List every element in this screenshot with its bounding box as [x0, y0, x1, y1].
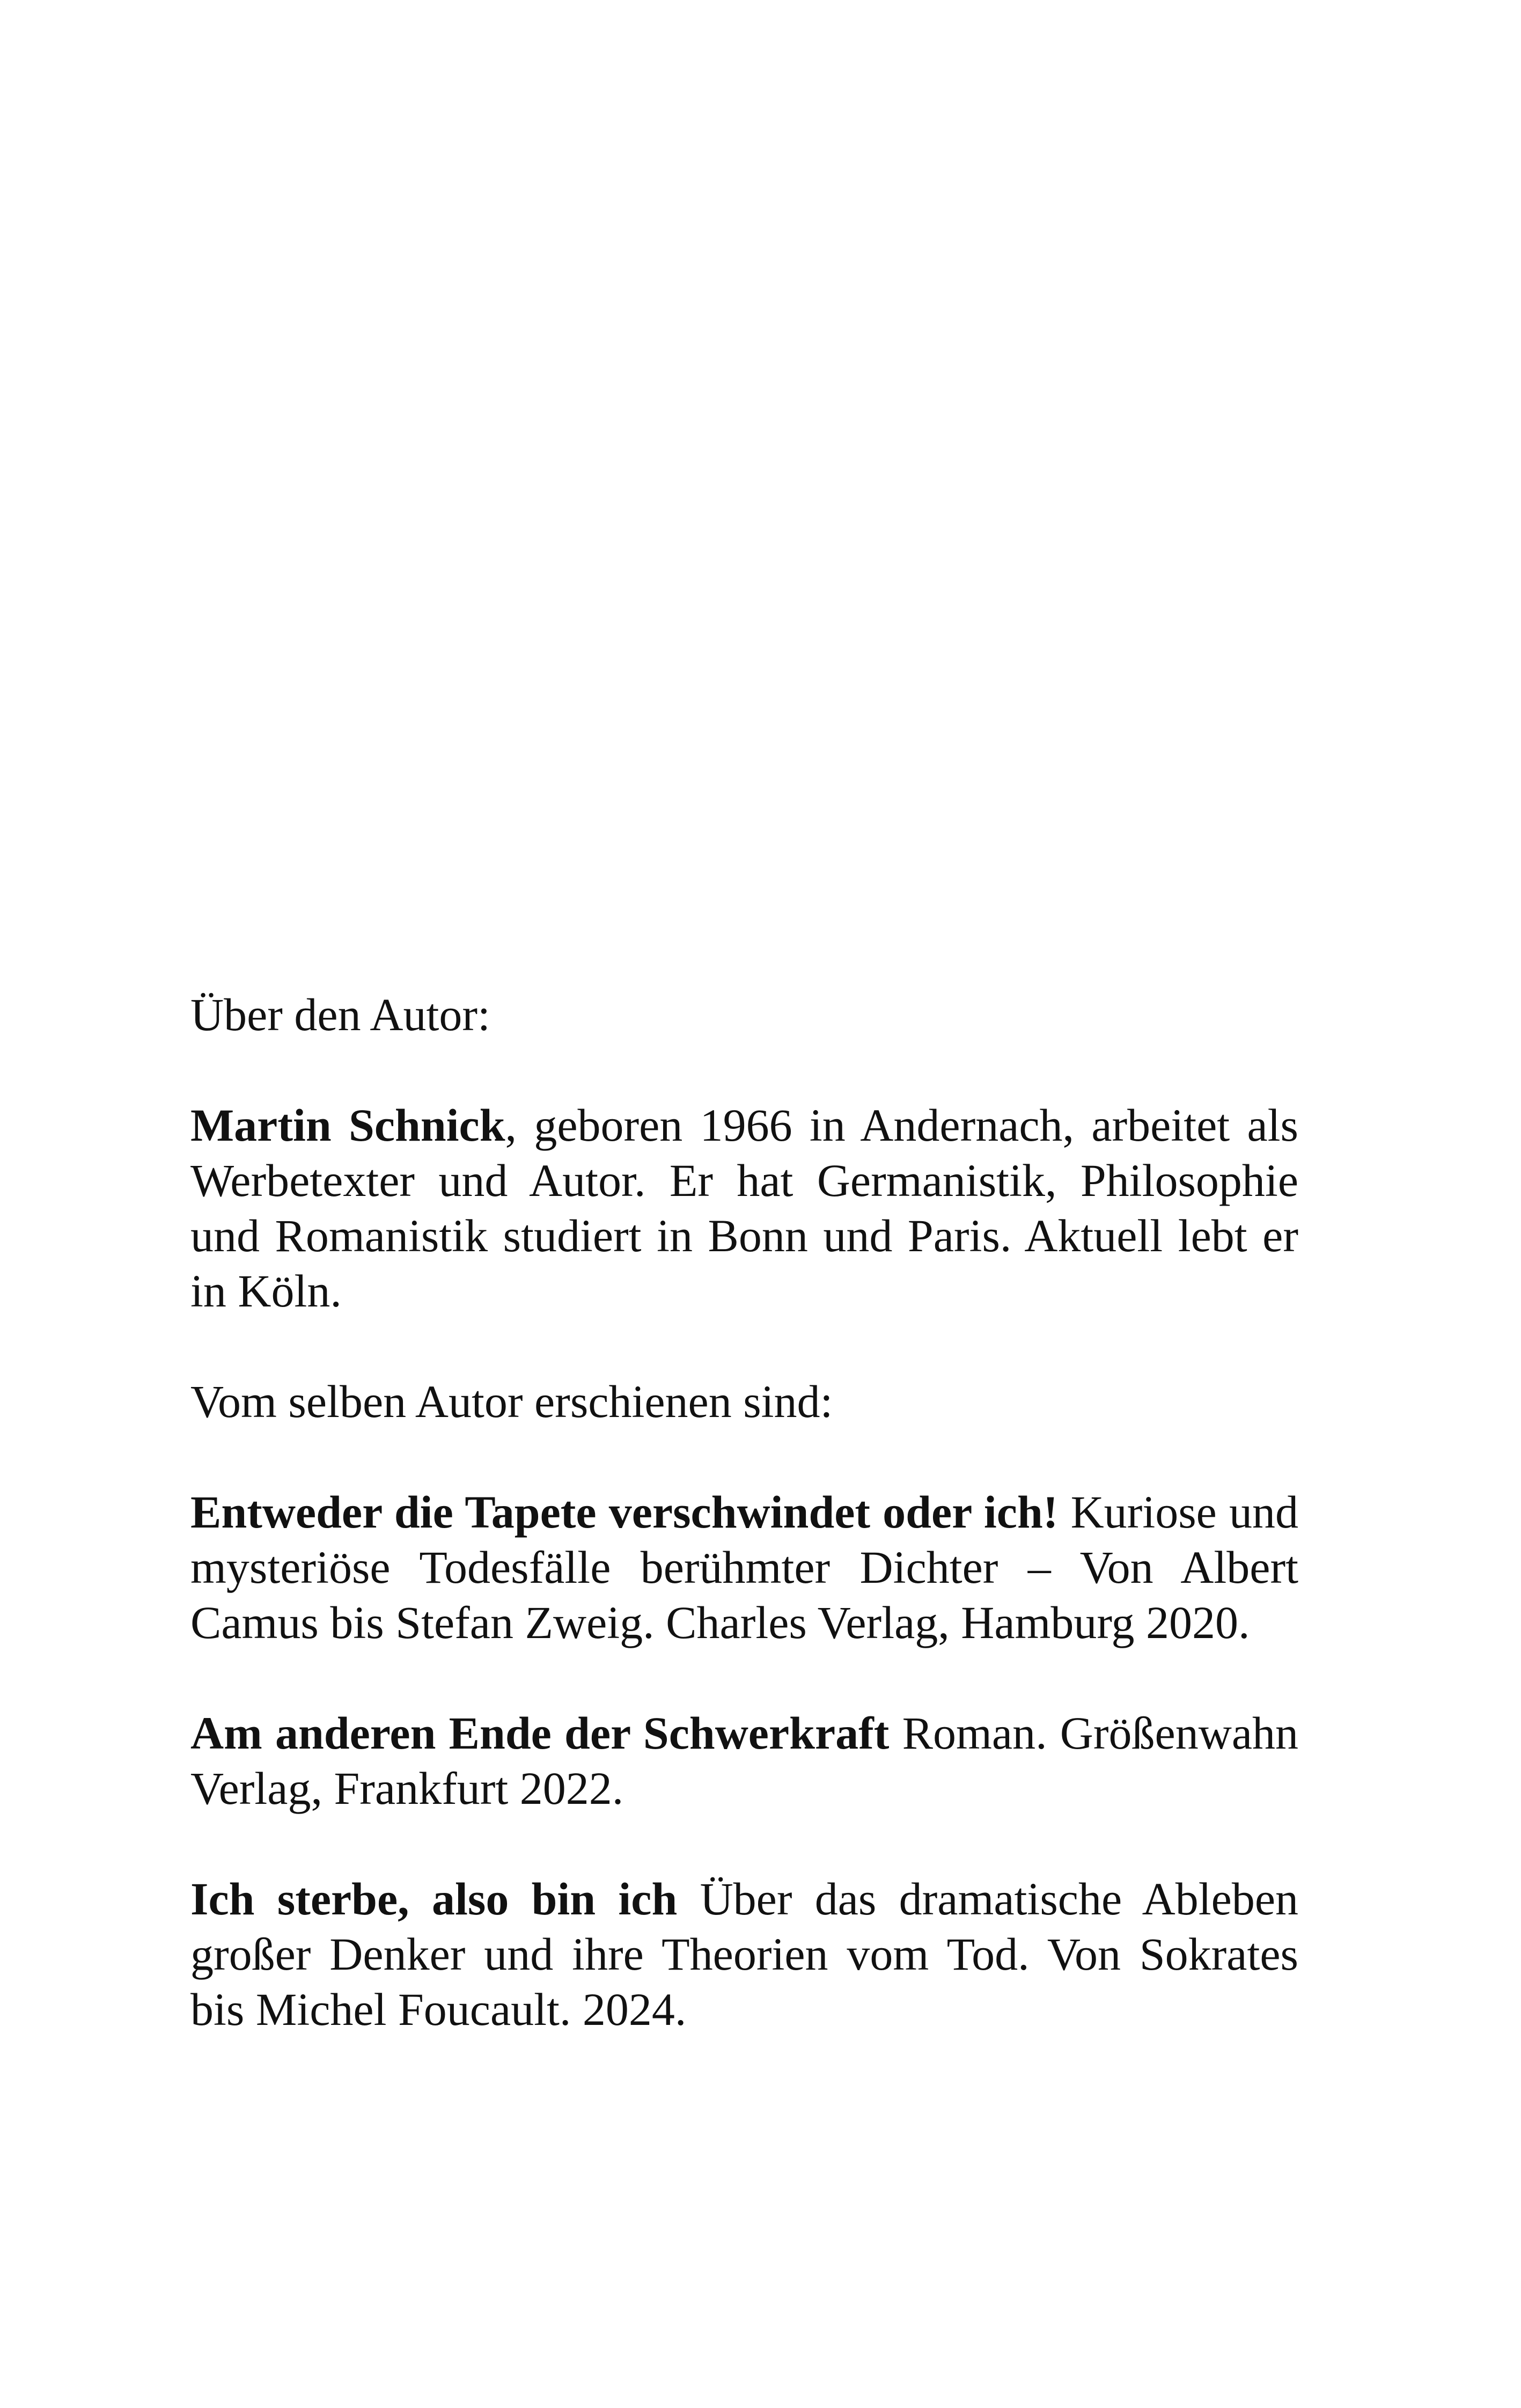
work-description: Über das dramatische Ableben großer Denker und ihre Theorien vom Tod. Von Sokrates bis Michel Foucault. 2024.	[190, 1873, 1298, 2035]
author-name: Martin Schnick	[190, 1099, 505, 1151]
work-title: Ich sterbe, also bin ich	[190, 1873, 678, 1925]
author-bio-text: , geboren 1966 in Andernach, arbeitet als Werbetexter und Autor. Er hat Germanistik, Philosophie und Romanistik studiert in Bonn und Paris. Aktuell lebt er in Köln.	[190, 1099, 1298, 1317]
work-description: Roman. Größenwahn Verlag, Frankfurt 2022.	[190, 1707, 1298, 1814]
about-heading: Über den Autor:	[190, 989, 490, 1040]
works-heading: Vom selben Autor erschienen sind:	[190, 1376, 833, 1427]
work-entry	[190, 1485, 1298, 1650]
author-bio	[190, 1098, 1298, 1319]
author-info-block	[190, 987, 1298, 2093]
work-description: Kuriose und mysteriöse Todesfälle berühmter Dichter – Von Albert Camus bis Stefan Zweig. Charles Verlag, Hamburg 2020.	[190, 1486, 1298, 1648]
work-title: Am anderen Ende der Schwerkraft	[190, 1707, 890, 1759]
work-title: Entweder die Tapete verschwindet oder ich!	[190, 1486, 1059, 1538]
work-entry	[190, 1871, 1298, 2037]
work-entry	[190, 1706, 1298, 1816]
